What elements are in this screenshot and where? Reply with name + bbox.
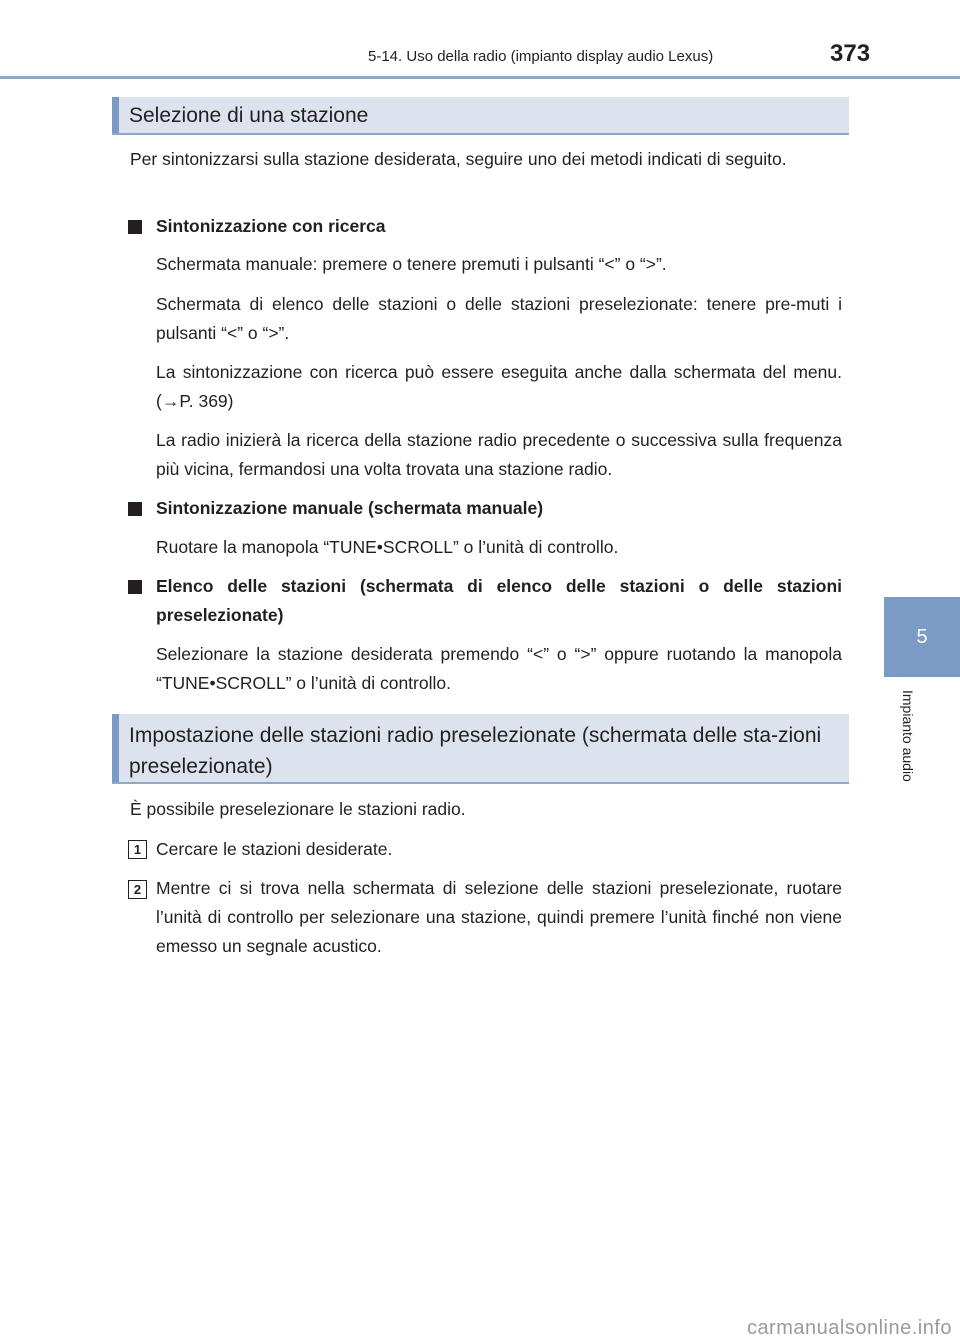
bullet-square-icon [128,502,142,516]
paragraph: La radio inizierà la ricerca della stazione radio precedente o successiva sulla frequenza più vicina, fermandosi una volta trovata una stazione radio. [156,430,842,479]
header-divider [0,76,960,79]
section-title: Impostazione delle stazioni radio preselezionate (schermata delle sta-zioni preselezionate) [129,724,822,778]
chapter-tab-label: Impianto audio [900,690,916,782]
section-heading-preset-stations [112,714,849,784]
paragraph: Schermata di elenco delle stazioni o delle stazioni preselezionate: tenere pre-muti i pulsanti “<” o “>”. [156,294,842,343]
section-intro: Per sintonizzarsi sulla stazione desiderata, seguire uno dei metodi indicati di seguito. [130,149,787,169]
bullet-square-icon [128,580,142,594]
section-title: Selezione di una stazione [129,104,369,127]
step-number-1: 1 [128,840,147,859]
paragraph: Ruotare la manopola “TUNE•SCROLL” o l’unità di controllo. [156,537,619,557]
page-number: 373 [830,40,871,67]
chapter-tab-number: 5 [916,625,928,648]
paragraph: La sintonizzazione con ricerca può essere eseguita anche dalla schermata del menu. (→P. 369) [156,362,842,411]
watermark: carmanualsonline.info [746,1317,952,1339]
step-number-2: 2 [128,880,147,899]
section-intro: È possibile preselezionare le stazioni radio. [130,799,466,819]
bullet-square-icon [128,220,142,234]
bullet-heading-manual-tuning: Sintonizzazione manuale (schermata manuale) [128,494,842,523]
step-text: Mentre ci si trova nella schermata di selezione delle stazioni preselezionate, ruotare l’unità di controllo per selezionare una stazione, quindi premere l’unità finché non viene emesso un segnale acustico. [156,878,842,956]
step-text: Cercare le stazioni desiderate. [156,839,393,859]
bullet-heading-station-list: Elenco delle stazioni (schermata di elenco delle stazioni o delle stazioni preselezionate) [128,572,842,630]
paragraph: Selezionare la stazione desiderata premendo “<” o “>” oppure ruotando la manopola “TUNE•SCROLL” o l’unità di controllo. [156,644,842,693]
section-heading-station-selection [112,97,849,135]
chapter-tab [884,597,960,677]
chapter-title: 5-14. Uso della radio (impianto display audio Lexus) [368,48,714,65]
paragraph: Schermata manuale: premere o tenere premuti i pulsanti “<” o “>”. [156,254,667,274]
bullet-heading-seek-tuning: Sintonizzazione con ricerca [128,212,842,241]
